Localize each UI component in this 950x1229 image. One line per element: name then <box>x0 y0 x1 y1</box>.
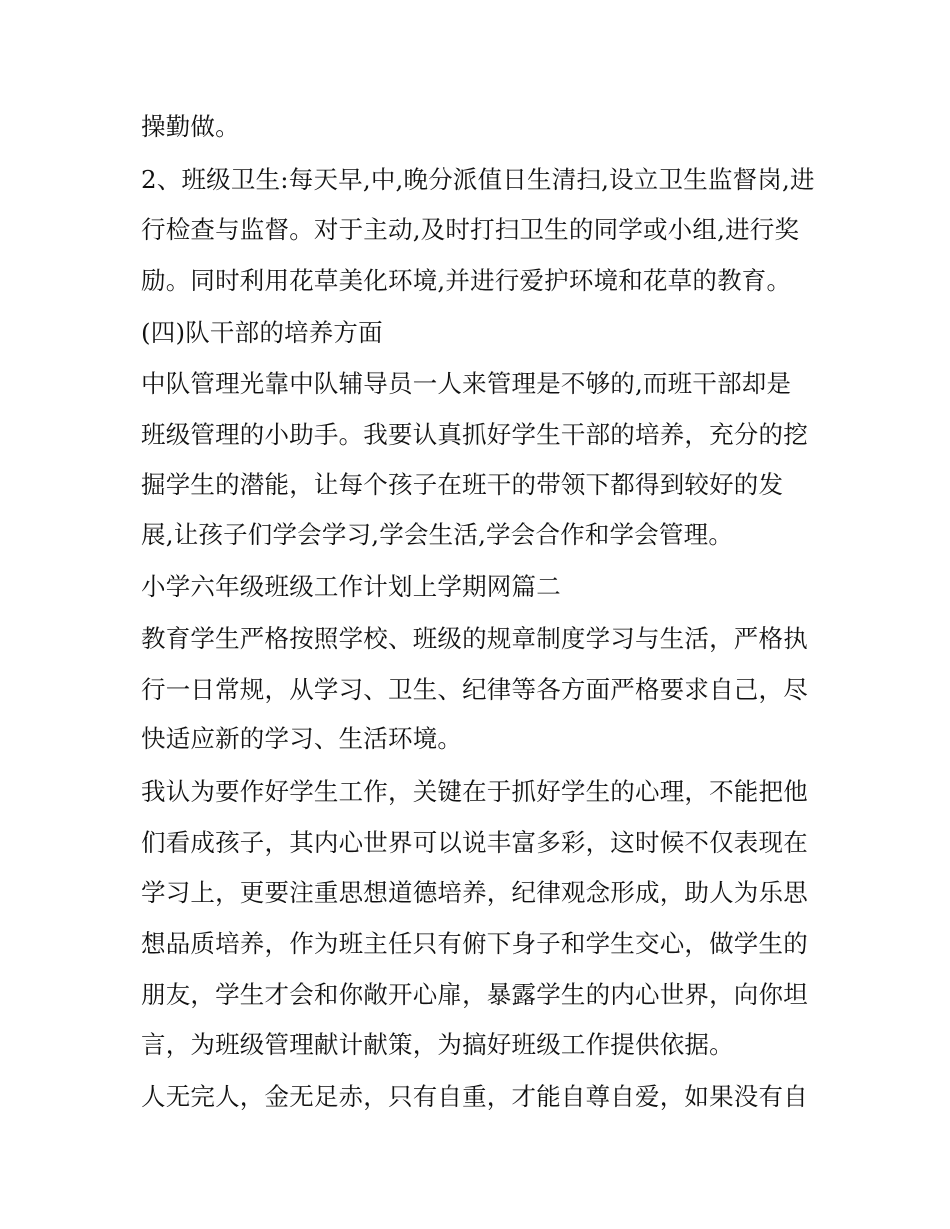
section-heading: (四)队干部的培养方面 <box>141 318 383 347</box>
text-line: 掘学生的潜能，让每个孩子在班干的带领下都得到较好的发 <box>141 470 784 499</box>
text-line: 快适应新的学习、生活环境。 <box>141 724 463 753</box>
text-line: 朋友，学生才会和你敞开心扉，暴露学生的内心世界，向你坦 <box>141 980 808 1009</box>
text-line: 们看成孩子，其内心世界可以说丰富多彩，这时候不仅表现在 <box>141 828 808 857</box>
text-line: 操勤做。 <box>141 112 240 141</box>
article-title: 小学六年级班级工作计划上学期网篇二 <box>141 572 561 601</box>
text-line: 励。同时利用花草美化环境,并进行爱护环境和花草的教育。 <box>141 266 792 295</box>
text-line: 言，为班级管理献计献策，为搞好班级工作提供依据。 <box>141 1030 734 1059</box>
text-line: 我认为要作好学生工作，关键在于抓好学生的心理，不能把他 <box>141 777 808 806</box>
text-line: 展,让孩子们学会学习,学会生活,学会合作和学会管理。 <box>141 520 734 549</box>
text-line: 想品质培养，作为班主任只有俯下身子和学生交心，做学生的 <box>141 929 808 958</box>
text-line: 教育学生严格按照学校、班级的规章制度学习与生活，严格执 <box>141 624 808 653</box>
text-line: 学习上，更要注重思想道德培养，纪律观念形成，助人为乐思 <box>141 878 808 907</box>
text-line: 中队管理光靠中队辅导员一人来管理是不够的,而班干部却是 <box>141 369 792 398</box>
text-line: 人无完人，金无足赤，只有自重，才能自尊自爱，如果没有自 <box>141 1082 808 1111</box>
text-line: 行一日常规，从学习、卫生、纪律等各方面严格要求自己，尽 <box>141 675 808 704</box>
text-line: 班级管理的小助手。我要认真抓好学生干部的培养，充分的挖 <box>141 420 808 449</box>
text-line: 2、班级卫生:每天早,中,晚分派值日生清扫,设立卫生监督岗,进 <box>141 165 815 194</box>
text-line: 行检查与监督。对于主动,及时打扫卫生的同学或小组,进行奖 <box>141 215 800 244</box>
